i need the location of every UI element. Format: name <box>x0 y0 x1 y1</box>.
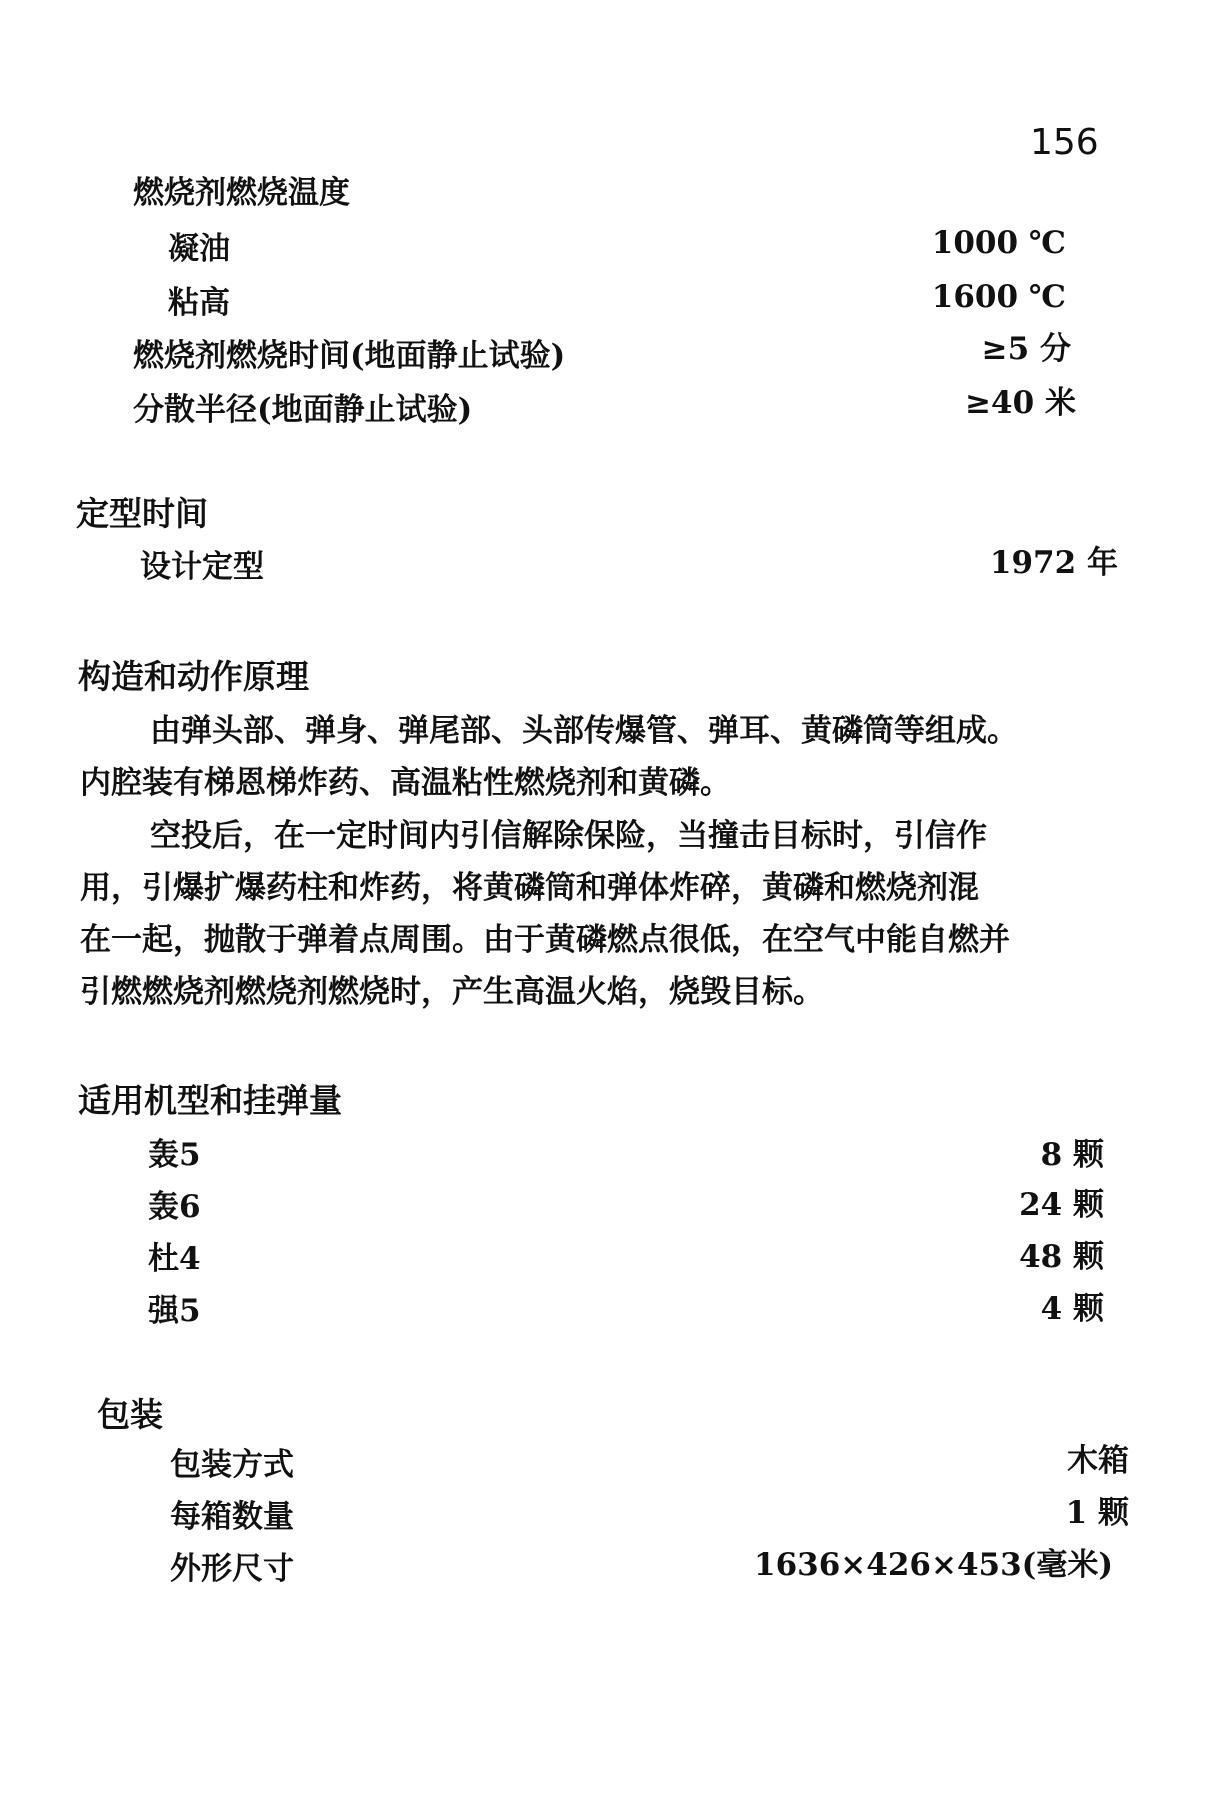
temp-label-sticky: 粘高 <box>168 285 230 321</box>
aircraft-label-q5: 强5 <box>148 1293 201 1329</box>
aircraft-value-q5: 4 颗 <box>1040 1291 1104 1327</box>
aircraft-label-h5: 轰5 <box>148 1137 201 1173</box>
temp-value-sticky: 1600 ℃ <box>931 279 1066 315</box>
structure-paragraph-2 <box>80 810 1010 1018</box>
packaging-label-method: 包装方式 <box>170 1447 294 1483</box>
packaging-label-quantity: 每箱数量 <box>170 1499 294 1535</box>
structure-heading: 构造和动作原理 <box>78 657 309 696</box>
packaging-value-quantity: 1 颗 <box>1065 1495 1129 1531</box>
paragraph-line: 在一起，抛散于弹着点周围。由于黄磷燃点很低，在空气中能自燃并 <box>80 922 1010 958</box>
aircraft-value-h6: 24 颗 <box>1019 1187 1104 1223</box>
aircraft-value-tu4: 48 颗 <box>1019 1239 1104 1275</box>
finalization-value: 1972 年 <box>989 545 1118 581</box>
aircraft-heading: 适用机型和挂弹量 <box>78 1081 342 1120</box>
burn-time-label: 燃烧剂燃烧时间(地面静止试验) <box>133 338 566 374</box>
structure-paragraph-1 <box>80 705 1018 809</box>
dispersion-radius-label: 分散半径(地面静止试验) <box>133 392 473 428</box>
packaging-value-dimensions: 1636×426×453(毫米) <box>754 1547 1113 1583</box>
page-number: 156 <box>1030 122 1099 163</box>
aircraft-label-tu4: 杜4 <box>148 1241 201 1277</box>
temp-label-napalm: 凝油 <box>168 231 230 267</box>
aircraft-value-h5: 8 颗 <box>1040 1137 1104 1173</box>
packaging-heading: 包装 <box>97 1395 163 1434</box>
packaging-value-method: 木箱 <box>1067 1443 1129 1479</box>
paragraph-line: 用，引爆扩爆药柱和炸药，将黄磷筒和弹体炸碎，黄磷和燃烧剂混 <box>80 870 979 906</box>
paragraph-line: 空投后，在一定时间内引信解除保险，当撞击目标时，引信作 <box>150 818 987 854</box>
dispersion-radius-value: ≥40 米 <box>965 385 1076 421</box>
paragraph-line: 由弹头部、弹身、弹尾部、头部传爆管、弹耳、黄磷筒等组成。 <box>150 713 1018 749</box>
finalization-heading: 定型时间 <box>76 494 208 533</box>
finalization-label: 设计定型 <box>140 549 264 585</box>
combustion-temp-heading: 燃烧剂燃烧温度 <box>133 175 350 211</box>
packaging-label-dimensions: 外形尺寸 <box>170 1551 294 1587</box>
paragraph-line: 引燃燃烧剂燃烧剂燃烧时，产生高温火焰，烧毁目标。 <box>80 974 824 1010</box>
temp-value-napalm: 1000 ℃ <box>931 225 1066 261</box>
paragraph-line: 内腔装有梯恩梯炸药、高温粘性燃烧剂和黄磷。 <box>80 765 731 801</box>
aircraft-label-h6: 轰6 <box>148 1189 201 1225</box>
burn-time-value: ≥5 分 <box>981 331 1071 367</box>
